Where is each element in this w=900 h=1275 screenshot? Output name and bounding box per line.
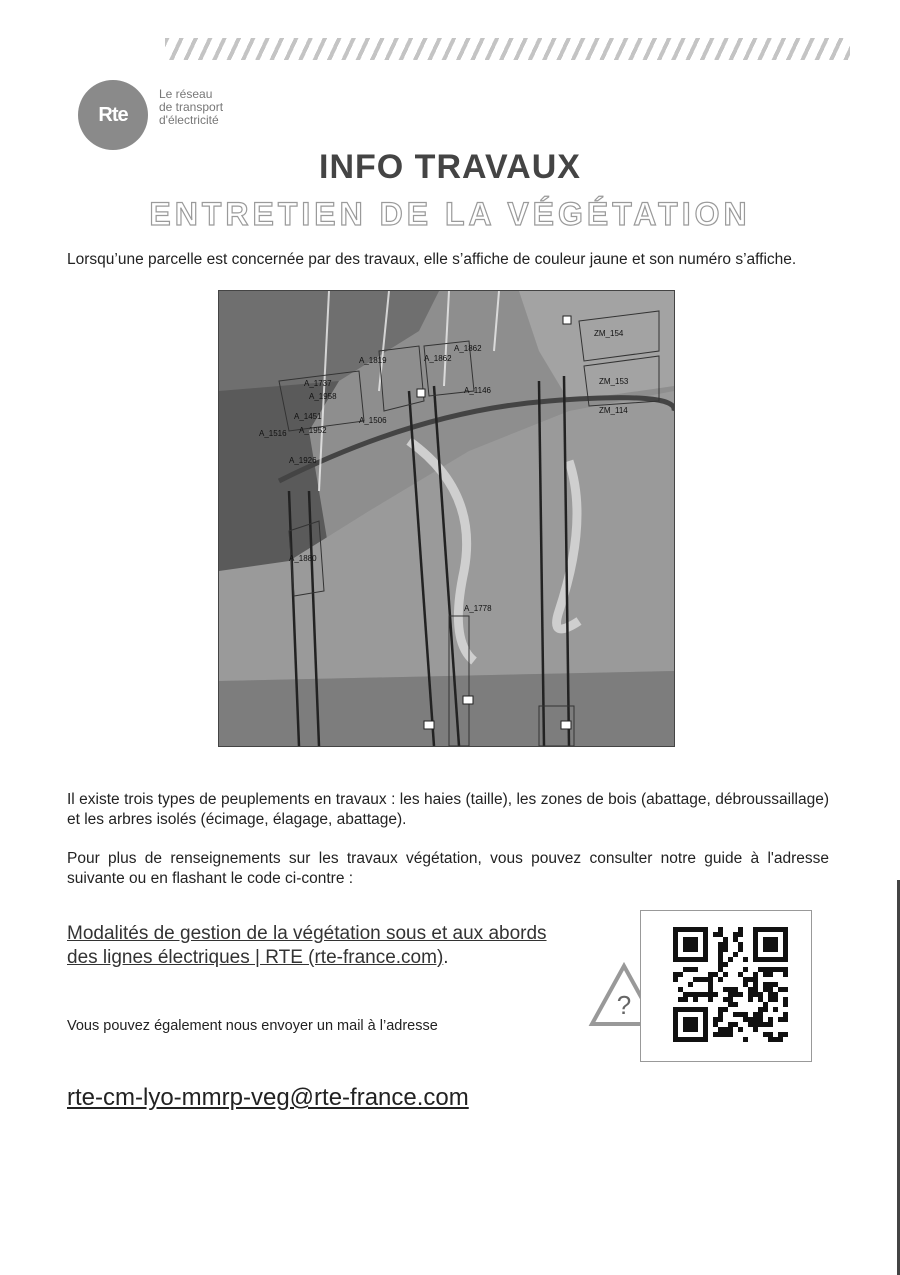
qr-code-icon <box>641 911 811 1061</box>
guide-link-container: Modalités de gestion de la végétation sous et aux abords des lignes électriques | RTE (rte-france.com). <box>67 923 547 968</box>
svg-text:?: ? <box>616 990 632 1020</box>
intro-paragraph: Lorsqu’une parcelle est concernée par des travaux, elle s’affiche de couleur jaune et son numéro s’affiche. <box>67 251 797 268</box>
parcel-label: A_1451 <box>294 412 322 421</box>
parcel-label: A_1737 <box>304 379 332 388</box>
page-title: INFO TRAVAUX <box>319 148 581 186</box>
parcel-label: A_1926 <box>289 456 317 465</box>
parcel-label: ZM_154 <box>594 329 624 338</box>
email-link[interactable]: rte-cm-lyo-mmrp-veg@rte-france.com <box>67 1084 469 1111</box>
logo-tagline: Le réseau de transport d'électricité <box>159 87 224 127</box>
qr-code[interactable] <box>640 910 812 1062</box>
parcel-label: A_1516 <box>259 429 287 438</box>
mail-intro-text: Vous pouvez également nous envoyer un mail à l’adresse <box>67 1018 438 1034</box>
vegetation-types-paragraph: Il existe trois types de peuplements en travaux : les haies (taille), les zones de bois (abattage, débroussaillage) et les arbres isolés (écimage, élagage, abattage). <box>67 791 829 828</box>
decorative-hatch-band <box>165 38 850 60</box>
parcel-label: A_1862 <box>424 354 452 363</box>
parcel-label: A_1506 <box>359 416 387 425</box>
rte-logo: Rte <box>78 80 148 150</box>
parcel-label: A_1952 <box>299 426 327 435</box>
guide-info-paragraph: Pour plus de renseignements sur les travaux végétation, vous pouvez consulter notre guide à l'adresse suivante ou en flashant le code ci-contre : <box>67 850 829 887</box>
parcel-label: A_1958 <box>309 392 337 401</box>
parcel-label: A_1778 <box>464 604 492 613</box>
parcel-label: ZM_153 <box>599 377 629 386</box>
parcel-map <box>218 290 675 747</box>
page-subtitle: ENTRETIEN DE LA VÉGÉTATION <box>149 196 751 232</box>
parcel-label: ZM_114 <box>599 406 628 415</box>
parcel-label: A_1862 <box>454 344 482 353</box>
guide-link[interactable]: Modalités de gestion de la végétation sous et aux abords des lignes électriques | RTE (rte-france.com) <box>67 923 547 968</box>
parcel-label: A_1819 <box>359 356 387 365</box>
map-image <box>219 291 674 746</box>
parcel-label: A_1880 <box>289 554 317 563</box>
parcel-label: A_1146 <box>464 386 491 395</box>
